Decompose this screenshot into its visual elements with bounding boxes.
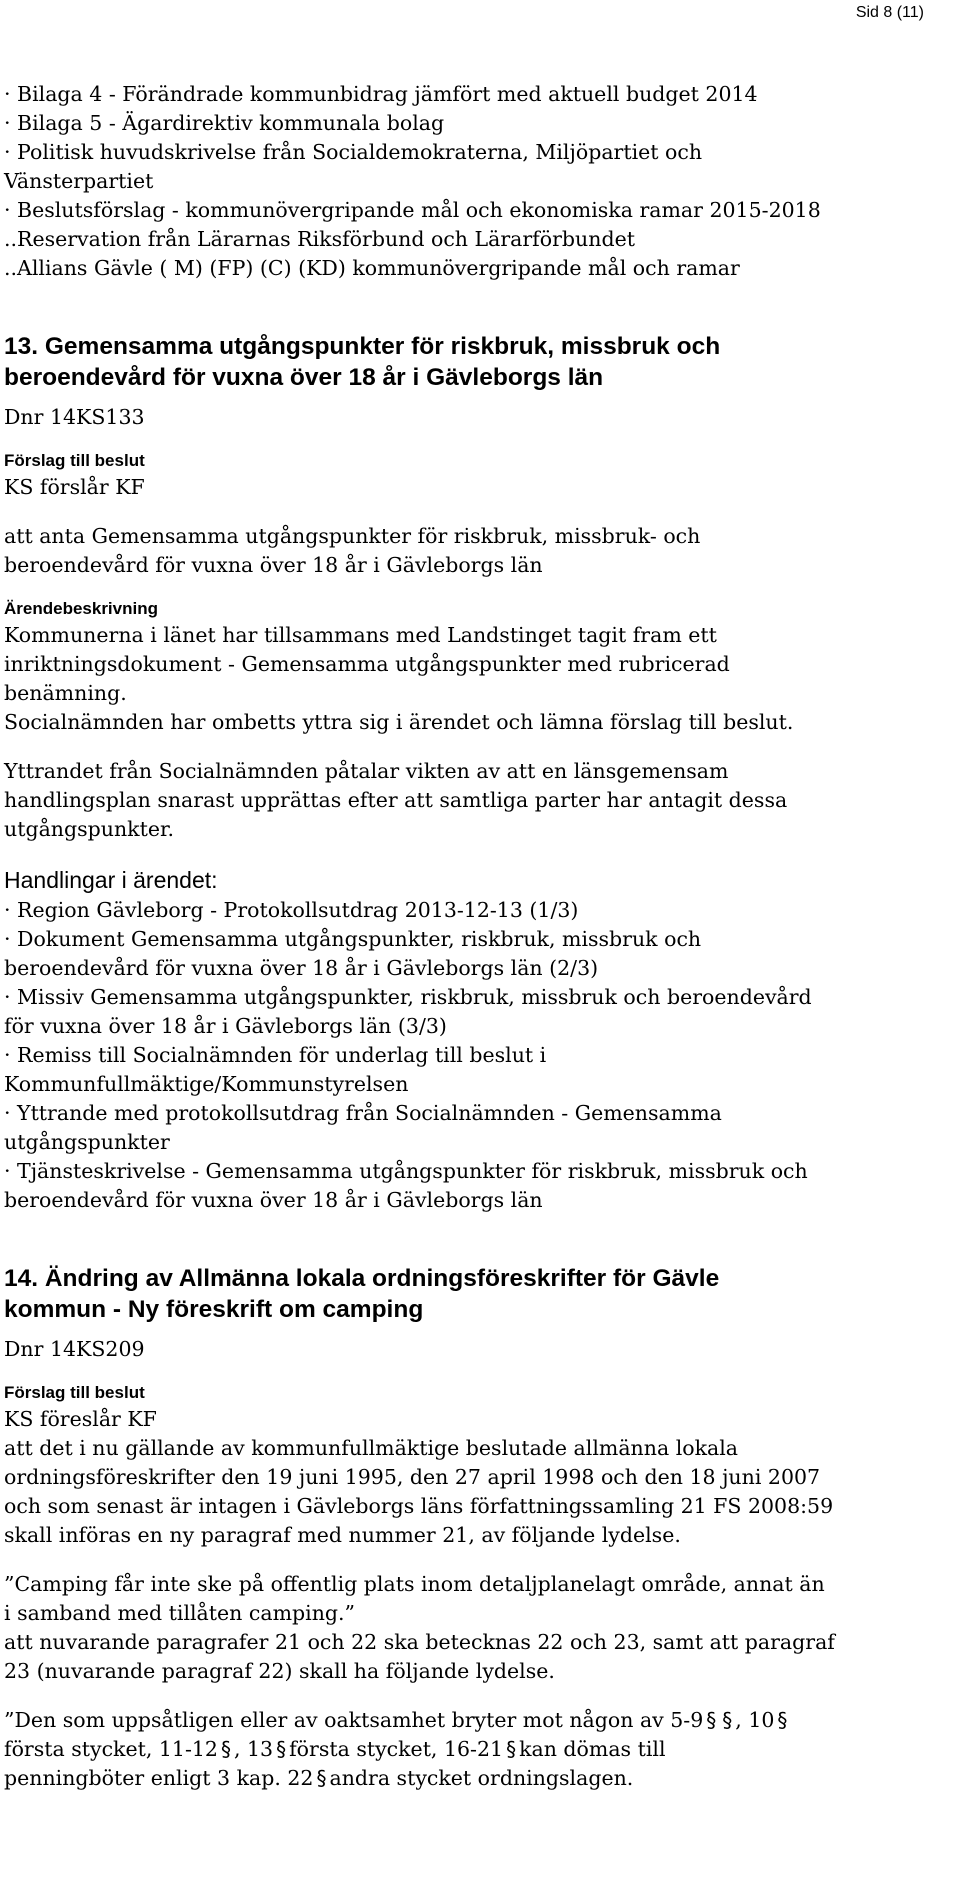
item-13-proposal-text <box>4 522 860 580</box>
item-13-documents-label: Handlingar i ärendet: <box>4 867 218 893</box>
quote-text: andra stycket ordningslagen. <box>329 1766 634 1790</box>
quote-line <box>4 1764 860 1793</box>
document-line: beroendevård för vuxna över 18 år i Gävleborgs län <box>4 1188 543 1212</box>
attachment-line: ..Reservation från Lärarnas Riksförbund och Lärarförbundet <box>4 227 635 251</box>
document-line: · Dokument Gemensamma utgångspunkter, riskbruk, missbruk och <box>4 927 702 951</box>
text-line: att det i nu gällande av kommunfullmäktige beslutade allmänna lokala <box>4 1436 739 1460</box>
quote-text: penningböter enligt 3 kap. 22 <box>4 1766 314 1790</box>
text-line: inriktningsdokument - Gemensamma utgångspunkter med rubricerad <box>4 652 730 676</box>
text-line: och som senast är intagen i Gävleborgs läns författningssamling 21 FS 2008:59 <box>4 1494 834 1518</box>
item-14-renumber-text <box>4 1628 860 1686</box>
text-line: ordningsföreskrifter den 19 juni 1995, den 27 april 1998 och den 18 juni 2007 <box>4 1465 821 1489</box>
quote-text: , 13 <box>233 1737 274 1761</box>
text-line: Yttrandet från Socialnämnden påtalar vikten av att en länsgemensam <box>4 759 729 783</box>
item-14-proposal-who: KS föreslår KF <box>4 1407 157 1431</box>
text-line: handlingsplan snarast upprättas efter att samtliga parter har antagit dessa <box>4 788 788 812</box>
attachment-line: · Bilaga 4 - Förändrade kommunbidrag jämfört med aktuell budget 2014 <box>4 82 758 106</box>
section-symbol: § <box>722 1708 733 1732</box>
attachment-line: ..Allians Gävle ( M) (FP) (C) (KD) kommunövergripande mål och ramar <box>4 256 740 280</box>
document-line: · Remiss till Socialnämnden för underlag till beslut i <box>4 1043 547 1067</box>
section-symbol: § <box>706 1708 717 1732</box>
item-13-documents-list <box>4 896 860 1215</box>
text-line: att anta Gemensamma utgångspunkter för riskbruk, missbruk- och <box>4 524 701 548</box>
document-line: · Tjänsteskrivelse - Gemensamma utgångspunkter för riskbruk, missbruk och <box>4 1159 808 1183</box>
text-line: skall införas en ny paragraf med nummer 21, av följande lydelse. <box>4 1523 681 1547</box>
title-line: 14. Ändring av Allmänna lokala ordningsföreskrifter för Gävle <box>4 1265 720 1292</box>
quote-line <box>4 1706 860 1735</box>
quote-text: första stycket, 11-12 <box>4 1737 218 1761</box>
title-line: 13. Gemensamma utgångspunkter för riskbruk, missbruk och <box>4 333 721 360</box>
quote-text: första stycket, 16-21 <box>289 1737 504 1761</box>
item-13-description-label: Ärendebeskrivning <box>4 599 158 618</box>
item-13-proposal-label: Förslag till beslut <box>4 451 145 470</box>
item-14-title <box>4 1263 860 1325</box>
quote-line: i samband med tillåten camping.” <box>4 1601 356 1625</box>
document-line: Kommunfullmäktige/Kommunstyrelsen <box>4 1072 409 1096</box>
section-symbol: § <box>506 1737 517 1761</box>
section-symbol: § <box>276 1737 287 1761</box>
attachment-line: · Politisk huvudskrivelse från Socialdemokraterna, Miljöpartiet och <box>4 140 703 164</box>
item-13-proposal-who: KS förslår KF <box>4 475 145 499</box>
title-line: beroendevård för vuxna över 18 år i Gävleborgs län <box>4 364 604 391</box>
item-13-title <box>4 331 860 393</box>
attachment-line: · Bilaga 5 - Ägardirektiv kommunala bolag <box>4 111 445 135</box>
quote-text: ”Den som uppsåtligen eller av oaktsamhet bryter mot någon av 5-9 <box>4 1708 704 1732</box>
document-line: beroendevård för vuxna över 18 år i Gävleborgs län (2/3) <box>4 956 599 980</box>
text-line: benämning. <box>4 681 127 705</box>
document-line: för vuxna över 18 år i Gävleborgs län (3/3) <box>4 1014 447 1038</box>
section-symbol: § <box>220 1737 231 1761</box>
title-line: kommun - Ny föreskrift om camping <box>4 1296 424 1323</box>
document-body <box>4 80 860 1793</box>
text-line: utgångspunkter. <box>4 817 175 841</box>
quote-line: ”Camping får inte ske på offentlig plats inom detaljplanelagt område, annat än <box>4 1572 825 1596</box>
page-number: Sid 8 (11) <box>855 4 924 21</box>
attachment-list <box>4 80 860 283</box>
item-13-statement-text <box>4 757 860 844</box>
section-symbol: § <box>316 1766 327 1790</box>
text-line: beroendevård för vuxna över 18 år i Gävleborgs län <box>4 553 543 577</box>
attachment-line: · Beslutsförslag - kommunövergripande mål och ekonomiska ramar 2015-2018 <box>4 198 821 222</box>
agenda-item-14 <box>4 1263 860 1793</box>
text-line: Kommunerna i länet har tillsammans med Landstinget tagit fram ett <box>4 623 717 647</box>
text-line: att nuvarande paragrafer 21 och 22 ska betecknas 22 och 23, samt att paragraf <box>4 1630 835 1654</box>
document-line: utgångspunkter <box>4 1130 170 1154</box>
item-14-proposal-label: Förslag till beslut <box>4 1383 145 1402</box>
item-14-quote-penalty <box>4 1706 860 1793</box>
agenda-item-13 <box>4 331 860 1215</box>
text-line: 23 (nuvarande paragraf 22) skall ha följande lydelse. <box>4 1659 555 1683</box>
item-14-quote-camping <box>4 1570 860 1628</box>
quote-text: , 10 <box>735 1708 775 1732</box>
text-line: Socialnämnden har ombetts yttra sig i ärendet och lämna förslag till beslut. <box>4 710 794 734</box>
document-line: · Missiv Gemensamma utgångspunkter, riskbruk, missbruk och beroendevård <box>4 985 812 1009</box>
section-symbol: § <box>777 1708 788 1732</box>
item-13-dnr: Dnr 14KS133 <box>4 405 145 429</box>
quote-text: kan dömas till <box>519 1737 666 1761</box>
item-13-description-text <box>4 621 860 737</box>
attachment-line: Vänsterpartiet <box>4 169 154 193</box>
document-line: · Yttrande med protokollsutdrag från Socialnämnden - Gemensamma <box>4 1101 722 1125</box>
item-14-proposal-text <box>4 1434 860 1550</box>
quote-line <box>4 1735 860 1764</box>
document-line: · Region Gävleborg - Protokollsutdrag 2013-12-13 (1/3) <box>4 898 579 922</box>
item-14-dnr: Dnr 14KS209 <box>4 1337 145 1361</box>
